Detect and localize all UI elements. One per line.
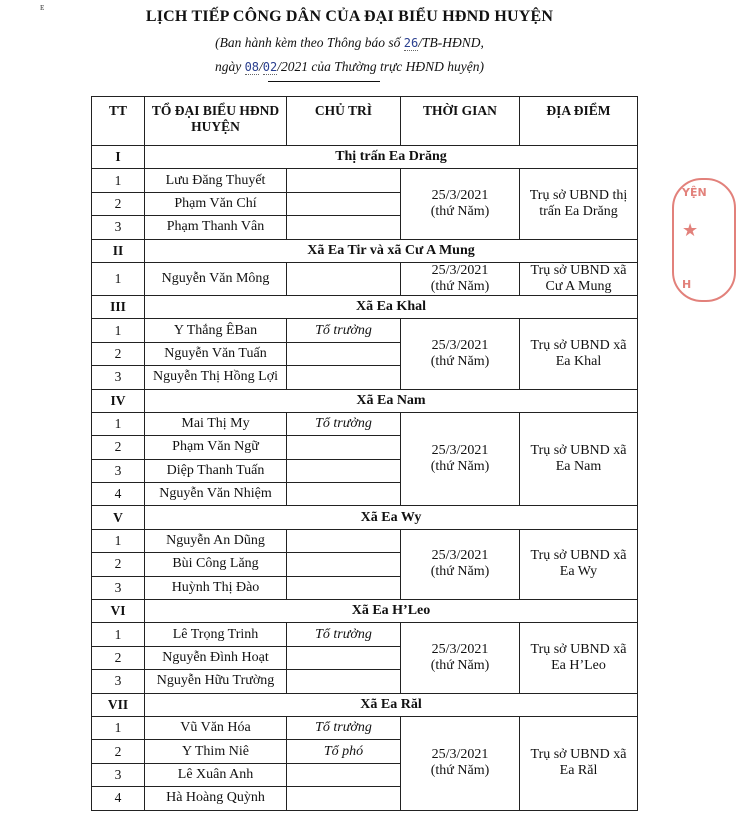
member-role — [287, 763, 401, 786]
member-name: Diệp Thanh Tuấn — [145, 459, 287, 482]
member-role — [287, 436, 401, 459]
stamp-star-icon: ★ — [682, 220, 699, 241]
section-row — [92, 146, 638, 169]
meeting-date: 25/3/2021 — [431, 548, 489, 564]
member-row — [92, 412, 638, 435]
section-name: Xã Ea H’Leo — [145, 600, 638, 623]
member-name: Y Thắng ÊBan — [145, 319, 287, 342]
meeting-date: 25/3/2021 — [431, 187, 489, 203]
schedule-table — [91, 96, 638, 811]
corner-mark: ᴇ — [40, 2, 45, 13]
place-line: Ea Khal — [555, 353, 602, 369]
member-name: Lê Trọng Trinh — [145, 623, 287, 646]
section-number: IV — [92, 389, 145, 412]
document-subtitle — [0, 35, 699, 51]
member-number: 1 — [92, 169, 145, 192]
title-rule — [268, 81, 380, 82]
member-name: Nguyễn Văn Mông — [145, 262, 287, 295]
place-line: Ea Nam — [555, 459, 602, 475]
subtitle-suffix: /TB-HĐND, — [418, 35, 484, 50]
meeting-date: 25/3/2021 — [431, 443, 489, 459]
place-line: Trụ sở UBND xã — [530, 747, 627, 763]
stamp-text-bottom: H — [682, 278, 692, 291]
place-line: Cư A Mung — [545, 278, 612, 294]
member-name: Phạm Văn Chí — [145, 192, 287, 215]
handwritten-date-month: 02 — [262, 60, 278, 74]
section-number: III — [92, 295, 145, 318]
handwritten-date-day: 08 — [244, 60, 260, 74]
meeting-time — [401, 716, 520, 810]
section-row — [92, 506, 638, 529]
place-line: Trụ sở UBND thị — [529, 187, 628, 203]
member-number: 1 — [92, 716, 145, 739]
member-role: Tổ phó — [287, 740, 401, 763]
header-row — [92, 97, 638, 146]
section-name: Xã Ea Nam — [145, 389, 638, 412]
member-number: 3 — [92, 670, 145, 693]
member-number: 4 — [92, 787, 145, 810]
meeting-time — [401, 319, 520, 389]
member-role: Tổ trưởng — [287, 623, 401, 646]
section-name: Xã Ea Wy — [145, 506, 638, 529]
member-number: 2 — [92, 436, 145, 459]
member-number: 1 — [92, 262, 145, 295]
date-suffix: /2021 của Thường trực HĐND huyện) — [277, 59, 485, 74]
member-name: Nguyễn Văn Tuấn — [145, 342, 287, 365]
member-name: Nguyễn Văn Nhiệm — [145, 483, 287, 506]
member-role: Tổ trưởng — [287, 319, 401, 342]
member-role — [287, 342, 401, 365]
member-name: Phạm Văn Ngữ — [145, 436, 287, 459]
section-name: Xã Ea Tir và xã Cư A Mung — [145, 239, 638, 262]
member-row — [92, 529, 638, 552]
member-name: Nguyễn Thị Hồng Lợi — [145, 366, 287, 389]
date-sep: / — [259, 59, 263, 74]
member-number: 2 — [92, 740, 145, 763]
member-number: 1 — [92, 623, 145, 646]
place-line: Ea Răl — [559, 763, 598, 779]
member-row — [92, 262, 638, 295]
member-name: Phạm Thanh Vân — [145, 216, 287, 239]
member-number: 1 — [92, 319, 145, 342]
meeting-weekday: (thứ Năm) — [430, 763, 490, 779]
subtitle-prefix: (Ban hành kèm theo Thông báo số — [215, 35, 404, 50]
meeting-time — [401, 169, 520, 239]
col-header-chair: CHỦ TRÌ — [287, 97, 401, 146]
member-role — [287, 483, 401, 506]
member-name: Nguyễn Đình Hoạt — [145, 646, 287, 669]
meeting-weekday: (thứ Năm) — [430, 203, 490, 219]
member-name: Lưu Đăng Thuyết — [145, 169, 287, 192]
document-title: LỊCH TIẾP CÔNG DÂN CỦA ĐẠI BIỂU HĐND HUYỆN — [145, 8, 554, 25]
meeting-place — [520, 262, 638, 295]
member-name: Lê Xuân Anh — [145, 763, 287, 786]
meeting-place — [520, 412, 638, 506]
meeting-place — [520, 319, 638, 389]
meeting-time — [401, 412, 520, 506]
section-row — [92, 693, 638, 716]
member-role — [287, 262, 401, 295]
document-date-line — [0, 59, 699, 75]
section-number: V — [92, 506, 145, 529]
red-seal-stamp — [672, 178, 736, 302]
section-name: Xã Ea Khal — [145, 295, 638, 318]
member-role — [287, 192, 401, 215]
meeting-weekday: (thứ Năm) — [430, 564, 490, 580]
member-role — [287, 366, 401, 389]
member-name: Nguyễn An Dũng — [145, 529, 287, 552]
member-role — [287, 169, 401, 192]
section-name: Xã Ea Răl — [145, 693, 638, 716]
member-number: 2 — [92, 192, 145, 215]
member-number: 1 — [92, 529, 145, 552]
member-number: 4 — [92, 483, 145, 506]
member-name: Mai Thị My — [145, 412, 287, 435]
member-number: 2 — [92, 342, 145, 365]
member-number: 3 — [92, 763, 145, 786]
place-line: Trụ sở UBND xã — [530, 548, 627, 564]
member-role — [287, 553, 401, 576]
member-number: 3 — [92, 576, 145, 599]
member-name: Hà Hoàng Quỳnh — [145, 787, 287, 810]
member-row — [92, 319, 638, 342]
member-name: Vũ Văn Hóa — [145, 716, 287, 739]
section-row — [92, 600, 638, 623]
member-number: 3 — [92, 459, 145, 482]
stamp-text-top: YỆN — [682, 186, 707, 199]
meeting-date: 25/3/2021 — [431, 337, 489, 353]
meeting-weekday: (thứ Năm) — [430, 658, 490, 673]
handwritten-doc-number: 26 — [403, 36, 419, 50]
meeting-time — [401, 262, 520, 295]
member-number: 2 — [92, 553, 145, 576]
section-row — [92, 389, 638, 412]
member-row — [92, 623, 638, 646]
meeting-place — [520, 169, 638, 239]
section-number: II — [92, 239, 145, 262]
meeting-weekday: (thứ Năm) — [430, 278, 490, 294]
col-header-place: ĐỊA ĐIỂM — [520, 97, 638, 146]
meeting-place — [520, 716, 638, 810]
section-number: I — [92, 146, 145, 169]
meeting-place — [520, 529, 638, 599]
member-row — [92, 169, 638, 192]
member-role: Tổ trưởng — [287, 716, 401, 739]
section-number: VI — [92, 600, 145, 623]
meeting-date: 25/3/2021 — [431, 642, 489, 657]
place-line: trấn Ea Drăng — [539, 203, 618, 219]
member-number: 3 — [92, 216, 145, 239]
meeting-weekday: (thứ Năm) — [430, 353, 490, 369]
place-line: Ea Wy — [559, 564, 598, 580]
member-role — [287, 216, 401, 239]
meeting-date: 25/3/2021 — [431, 262, 489, 278]
place-line: Trụ sở UBND xã — [530, 337, 627, 353]
member-name: Y Thim Niê — [145, 740, 287, 763]
col-header-delegation: TỔ ĐẠI BIỂU HĐND HUYỆN — [145, 97, 287, 146]
member-role: Tổ trưởng — [287, 412, 401, 435]
col-header-time: THỜI GIAN — [401, 97, 520, 146]
member-role — [287, 529, 401, 552]
schedule-body — [92, 146, 638, 811]
section-row — [92, 295, 638, 318]
meeting-weekday: (thứ Năm) — [430, 459, 490, 475]
section-number: VII — [92, 693, 145, 716]
meeting-time — [401, 623, 520, 693]
member-number: 3 — [92, 366, 145, 389]
place-line: Ea H’Leo — [551, 658, 606, 673]
member-name: Huỳnh Thị Đào — [145, 576, 287, 599]
meeting-place — [520, 623, 638, 693]
place-line: Trụ sở UBND xã — [530, 262, 627, 278]
member-role — [287, 646, 401, 669]
section-row — [92, 239, 638, 262]
date-prefix: ngày — [214, 59, 245, 74]
meeting-date: 25/3/2021 — [431, 747, 489, 763]
col-header-tt: TT — [92, 97, 145, 146]
member-role — [287, 670, 401, 693]
member-role — [287, 576, 401, 599]
member-role — [287, 787, 401, 810]
member-name: Bùi Công Lăng — [145, 553, 287, 576]
member-role — [287, 459, 401, 482]
section-name: Thị trấn Ea Drăng — [145, 146, 638, 169]
member-number: 2 — [92, 646, 145, 669]
meeting-time — [401, 529, 520, 599]
member-name: Nguyễn Hữu Trường — [145, 670, 287, 693]
place-line: Trụ sở UBND xã — [530, 642, 627, 657]
member-row — [92, 716, 638, 739]
member-number: 1 — [92, 412, 145, 435]
place-line: Trụ sở UBND xã — [530, 443, 627, 459]
